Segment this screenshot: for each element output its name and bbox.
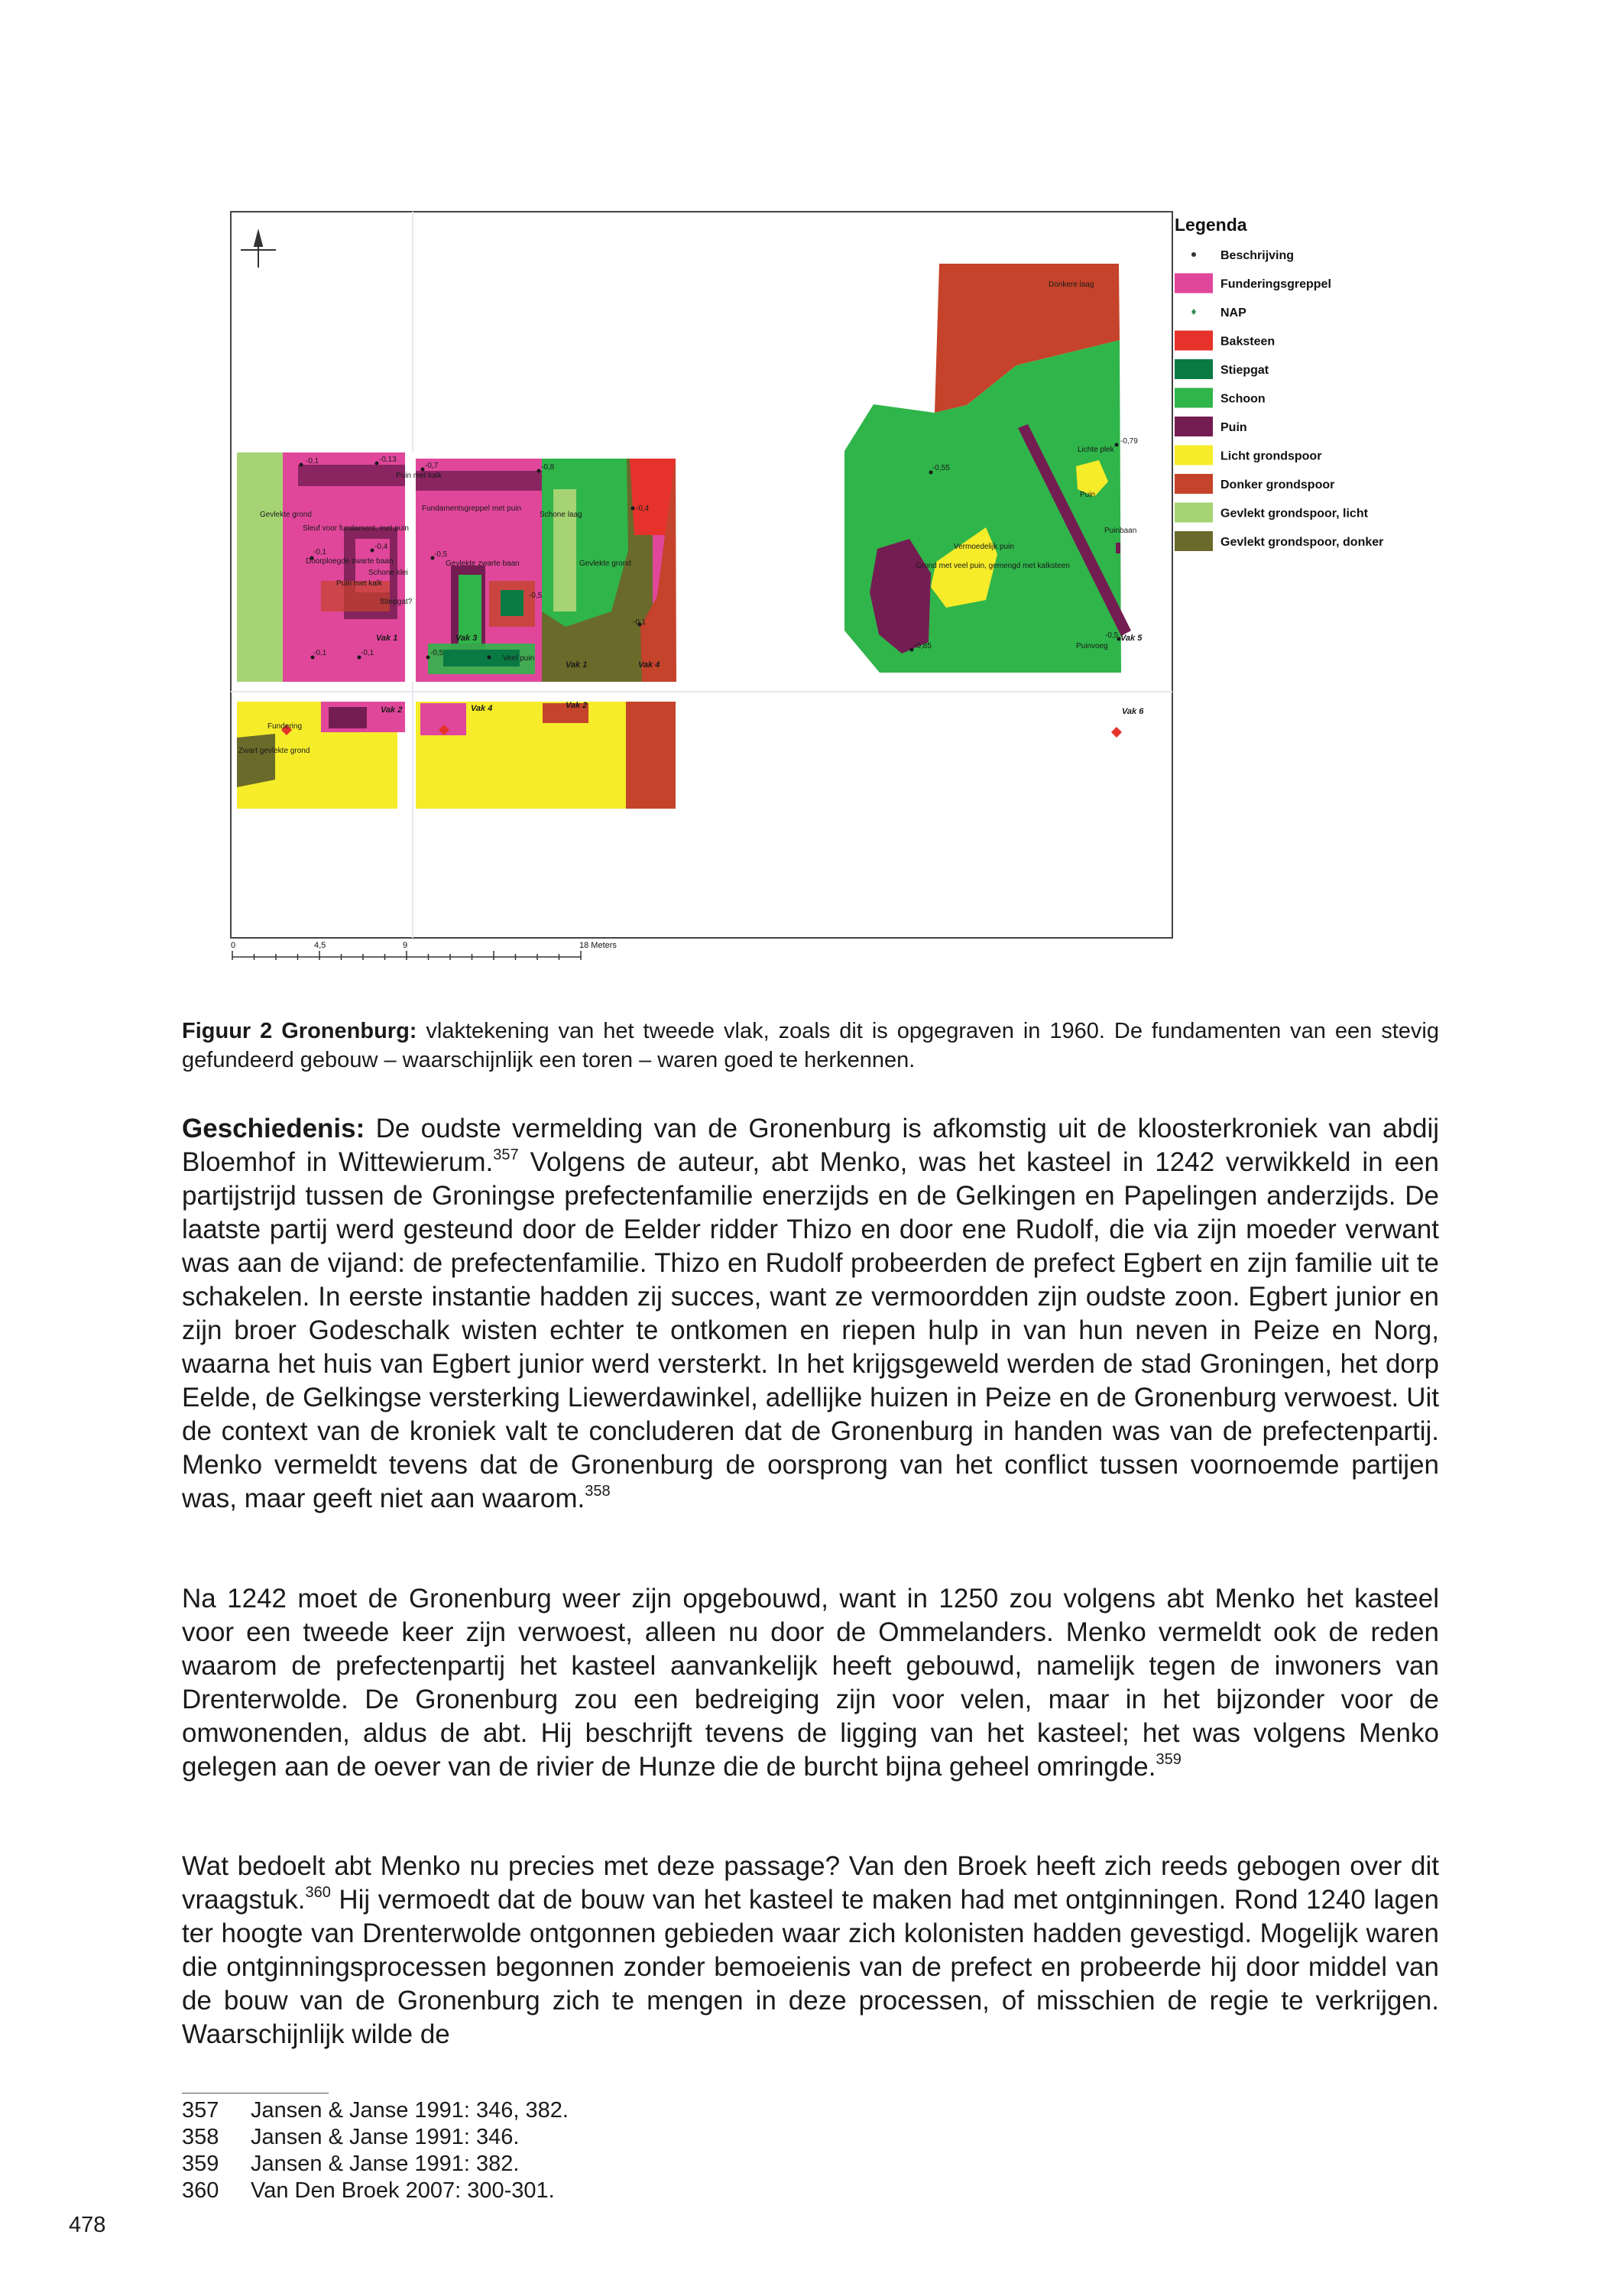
footnote-number: 359 (182, 2152, 219, 2176)
level-label: -0,55 (932, 464, 950, 472)
annotation: Sleuf voor fundament, met puin (303, 524, 409, 533)
legend-label: NAP (1220, 306, 1246, 319)
level-label: -0,1 (306, 457, 319, 465)
legend-label: Beschrijving (1220, 249, 1295, 262)
footnote-text: Jansen & Janse 1991: 382. (251, 2152, 520, 2176)
paragraph-rebuild (182, 1582, 1439, 1784)
legend-swatch (1175, 388, 1213, 408)
legend-label: Gevlekt grondspoor, licht (1220, 507, 1368, 521)
footnote-text: Jansen & Janse 1991: 346, 382. (251, 2098, 569, 2123)
paragraph-history (182, 1112, 1439, 1516)
footnote-ref[interactable]: 358 (585, 1483, 611, 1500)
footnote (182, 2178, 569, 2204)
legend-item (1175, 503, 1369, 523)
annotation: Grond met veel puin, gemengd met kalksteen (916, 562, 1070, 570)
footnote-number: 358 (182, 2125, 219, 2149)
scale-label: 0 (231, 941, 236, 950)
annotation: Stiepgat? (380, 598, 413, 606)
footnote-ref[interactable]: 359 (1156, 1751, 1182, 1768)
page-number: 478 (69, 2213, 106, 2237)
paragraph-text: Na 1242 moet de Gronenburg weer zijn opgebouwd, want in 1250 zou volgens abt Menko het kasteel voor een tweede keer zijn verwoest, alleen nu door de Ommelanders. Menko vermeldt ook de reden waarom de prefectenpartij het kasteel aanvankelijk heeft gebouwd, namelijk tegen de inwoners van Drenterwolde. De Gronenburg zou een bedreiging zijn voor velen, maar in het bijzonder voor de omwonenden, aldus de abt. Hij beschrijft tevens de ligging van het kasteel; het was volgens Menko gelegen aan de oever van de rivier de Hunze die de burcht bijna geheel omringde. (182, 1584, 1439, 1782)
caption-label: Figuur 2 Gronenburg: (182, 1019, 417, 1043)
legend-swatch (1175, 503, 1213, 523)
legend-swatch (1175, 474, 1213, 494)
scale-label: 18 Meters (579, 941, 617, 950)
level-label: -0,1 (313, 548, 327, 556)
legend-item (1191, 306, 1246, 319)
legend-item (1175, 531, 1383, 551)
footnote (182, 2097, 569, 2124)
level-label: -0,5 (430, 649, 444, 657)
paragraph-text: De oudste vermelding van de Gronenburg is afkomstig uit de kloosterkroniek van abdij Bloemhof in Wittewierum. (182, 1114, 1439, 1177)
footnote-ref[interactable]: 360 (305, 1884, 331, 1901)
level-label: -0,4 (636, 504, 650, 513)
excavation-plan (0, 0, 1624, 994)
legend-swatch (1175, 531, 1213, 551)
legend-diamond-icon (1191, 309, 1196, 315)
site-map-figure (0, 0, 1624, 994)
caption-text: vlaktekening van het tweede vlak, zoals dit is opgegraven in 1960. De fundamenten van een stevig gefundeerd gebouw – waarschijnlijk een toren – waren goed te herkennen. (182, 1019, 1439, 1072)
paragraph-interpretation (182, 1850, 1439, 2051)
footnote-text: Van Den Broek 2007: 300-301. (251, 2178, 555, 2203)
legend-label: Stiepgat (1220, 364, 1269, 377)
vak-label: Vak 5 (1120, 634, 1143, 643)
annotation: Puinbaan (1104, 527, 1137, 535)
legend-label: Baksteen (1220, 335, 1276, 349)
annotation: Fundering (267, 722, 303, 731)
legend-swatch (1175, 274, 1213, 294)
level-label: -0,79 (1120, 437, 1138, 446)
level-label: -0,1 (633, 618, 647, 627)
annotation: Puin (1080, 491, 1096, 499)
annotation: Puin met kalk (336, 579, 383, 588)
figure-caption (182, 1017, 1439, 1075)
legend-item (1191, 249, 1294, 262)
legend-item (1175, 359, 1269, 379)
annotation: Veel puin (503, 654, 535, 663)
paragraph-text: Hij vermoedt dat de bouw van het kasteel te maken had met ontginningen. Rond 1240 lagen ter hoogte van Drenterwolde ontgonnen gebieden waar zich kolonisten hadden gevestigd. Mogelijk waren die ontginningsprocessen begonnen zonder bemoeienis van de prefect en probeerde hij door middel van de bouw van de Gronenburg zich te mengen in deze processen, of misschien de regie te verkrijgen. Waarschijnlijk wilde de (182, 1885, 1439, 2049)
annotation: Schone klei (368, 569, 408, 577)
level-label: -0,1 (361, 649, 374, 657)
annotation: Vermoedelijk puin (954, 543, 1014, 551)
legend-swatch (1175, 417, 1213, 436)
annotation: Fundamentsgreppel met puin (422, 504, 522, 513)
annotation: Zwart gevlekte grond (238, 747, 310, 755)
footnotes (182, 2097, 569, 2204)
vak-label: Vak 4 (638, 660, 660, 670)
annotation: Puinvoeg (1076, 642, 1108, 650)
legend-label: Puin (1220, 421, 1247, 434)
scale-label: 9 (403, 941, 408, 950)
footnote-number: 360 (182, 2178, 219, 2203)
level-label: -0,13 (379, 456, 397, 464)
legend-swatch (1175, 359, 1213, 379)
vak-label: Vak 2 (381, 705, 403, 715)
legend-item (1175, 388, 1266, 408)
paragraph-text: Volgens de auteur, abt Menko, was het kasteel in 1242 verwikkeld in een partijstrijd tussen de Groningse prefectenfamilie enerzijds en de Gelkingen en Papelingen anderzijds. De laatste partij werd gesteund door de Eelder ridder Thizo en door ene Rudolf, die via zijn moeder verwant was aan de vijand: de prefectenfamilie. Thizo en Rudolf probeerden de prefect Egbert en zijn familie uit te schakelen. In eerste instantie hadden zij succes, want ze vermoordden zijn oudste zoon. Egbert junior en zijn broer Godeschalk wisten echter te ontkomen en riepen hulp in van hun neven in Peize en Norg, waarna het huis van Egbert junior werd versterkt. In het krijgsgeweld werden de stad Groningen, het dorp Eelde, de Gelkingse versterking Liewerdawinkel, adellijke huizen in Peize en de Gronenburg verwoest. Uit de context van de kroniek valt te concluderen dat de Gronenburg in handen was van de prefectenpartij. Menko vermeldt tevens dat de Gronenburg de oorsprong van het conflict tussen voornoemde partijen was, maar geeft niet aan waarom. (182, 1147, 1439, 1513)
scale-bar (232, 951, 581, 960)
legend (1175, 215, 1383, 551)
legend-swatch (1175, 331, 1213, 351)
legend-label: Donker grondspoor (1220, 478, 1335, 491)
trench-bottom (237, 702, 676, 809)
level-label: -0,5 (434, 550, 448, 559)
annotation: Lichte plek (1078, 446, 1114, 454)
legend-item (1175, 417, 1247, 436)
legend-dot-icon (1191, 252, 1196, 257)
annotation: Gevlekte grond (260, 511, 312, 519)
level-label: -0,5 (529, 592, 543, 600)
vak-label: Vak 2 (566, 701, 588, 710)
vak-label: Vak 1 (376, 634, 398, 643)
footnote (182, 2151, 569, 2178)
legend-item (1175, 474, 1334, 494)
level-label: -0,5 (1105, 631, 1119, 640)
scale-label: 4,5 (314, 941, 326, 950)
legend-label: Gevlekt grondspoor, donker (1220, 536, 1384, 549)
level-label: -0,4 (374, 543, 388, 551)
footnote-number: 357 (182, 2098, 219, 2123)
legend-item (1175, 274, 1331, 294)
vak-label: Vak 3 (455, 634, 478, 643)
level-label: -0,7 (425, 462, 439, 470)
footnote-divider (182, 2093, 329, 2094)
legend-label: Schoon (1220, 392, 1266, 406)
annotation: Gevlekte zwarte baan (446, 559, 520, 568)
vak-label: Vak 4 (471, 704, 493, 713)
footnote (182, 2124, 569, 2151)
level-label: -0,1 (313, 649, 327, 657)
footnote-text: Jansen & Janse 1991: 346. (251, 2125, 520, 2149)
annotation: Schone laag (540, 511, 582, 519)
section-lead: Geschiedenis: (182, 1114, 365, 1143)
legend-label: Funderingsgreppel (1220, 277, 1331, 291)
annotation: Gevlekte grond (579, 559, 631, 568)
legend-item (1175, 331, 1275, 351)
legend-label: Licht grondspoor (1220, 449, 1322, 463)
annotation: Doorploegde zwarte baan (306, 557, 394, 566)
vak-label: Vak 1 (566, 660, 588, 670)
legend-swatch (1175, 446, 1213, 465)
legend-title: Legenda (1175, 215, 1247, 235)
footnote-ref[interactable]: 357 (493, 1146, 519, 1163)
annotation: Puin met kalk (396, 472, 442, 480)
paragraph-text: Wat bedoelt abt Menko nu precies met deze passage? Van den Broek heeft zich reeds gebogen over dit vraagstuk. (182, 1851, 1439, 1915)
annotation: Donkere laag (1049, 281, 1094, 289)
vak-label: Vak 6 (1122, 707, 1144, 716)
level-label: -0,85 (914, 642, 932, 650)
level-label: -0,8 (541, 463, 555, 472)
legend-item (1175, 446, 1321, 465)
